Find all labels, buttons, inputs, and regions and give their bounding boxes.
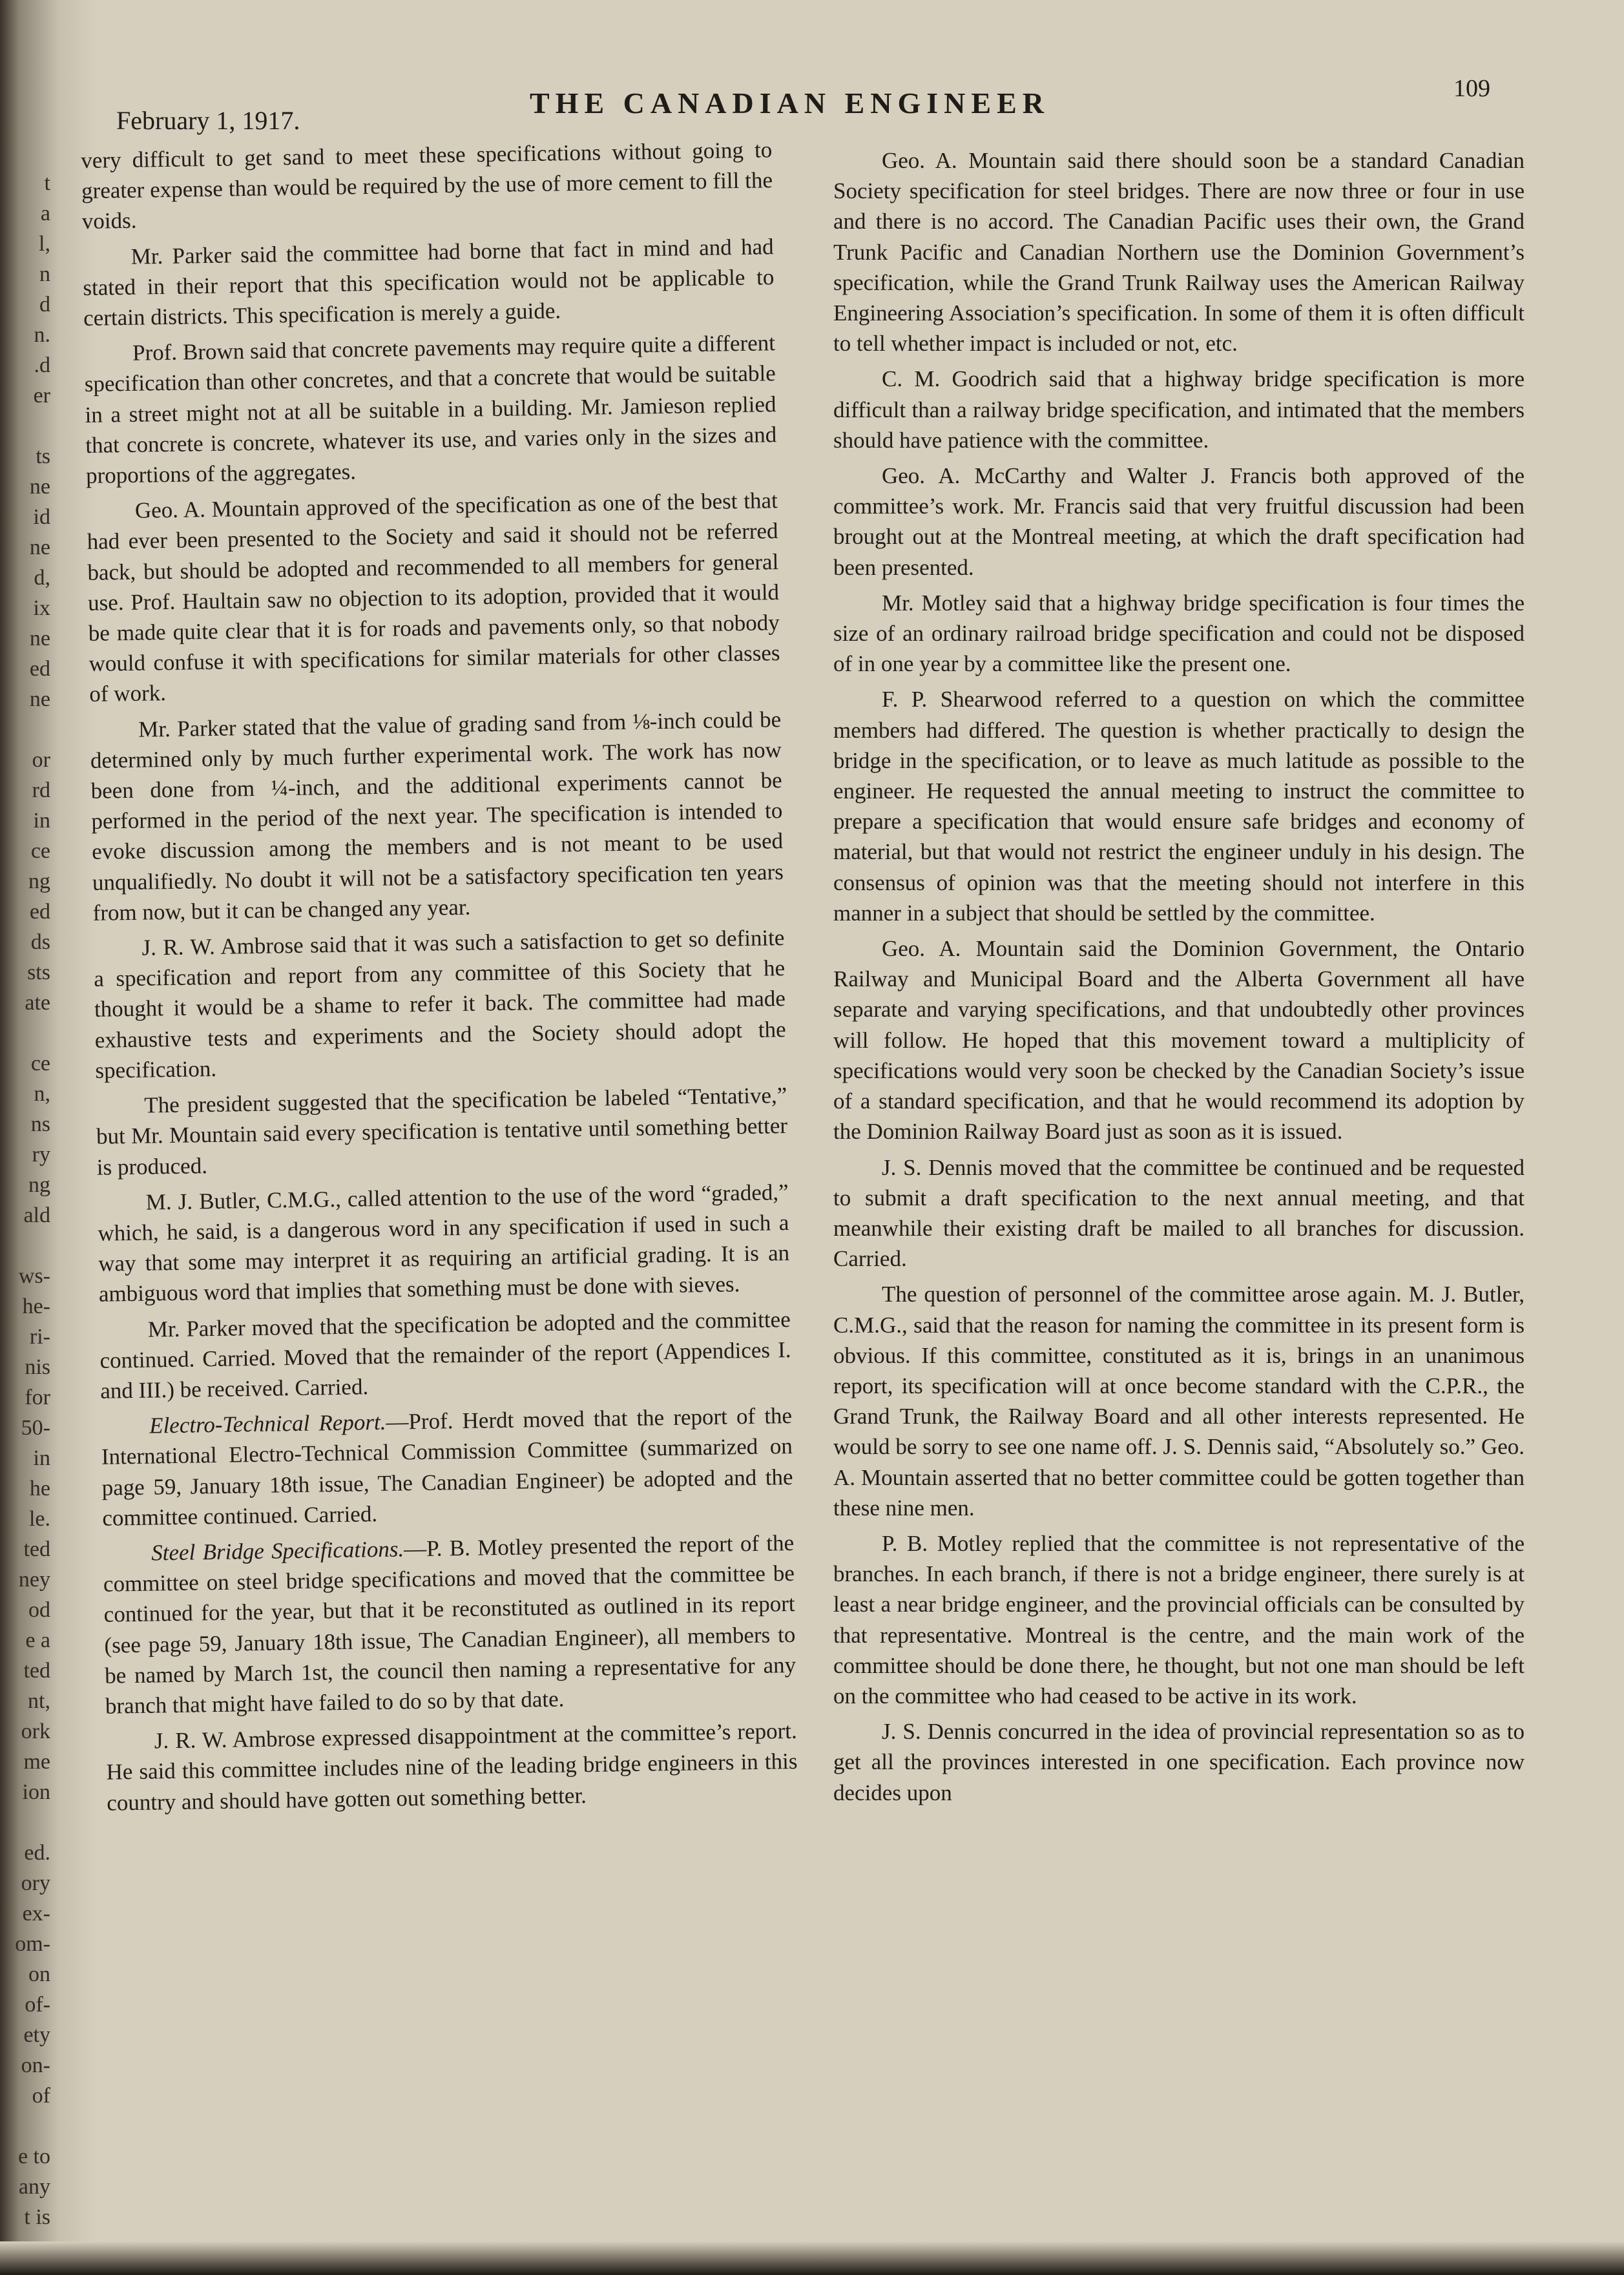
page-number: 109 <box>1453 75 1490 102</box>
paragraph-text: very difficult to get sand to meet these specifications without going to greater expense than would be required by the use of more cement to fill the voids. <box>81 137 773 234</box>
paragraph <box>93 922 787 1086</box>
paragraph <box>82 231 775 333</box>
paragraph: The question of personnel of the committee arose again. M. J. Butler, C.M.G., said that the reason for naming the committee in its present form is obvious. If this committee, constituted as it is, brings in an unanimous report, its specification will at once become standard with the C.P.R., the Grand Trunk, the Railway Board and all other interests represented. He would be sorry to see one name off. J. S. Dennis said, “Absolutely so.” Geo. A. Mountain asserted that no better committee could be gotten together than these nine men. <box>833 1282 1525 1521</box>
edge-fragment <box>0 1231 53 1261</box>
paragraph: Mr. Motley said that a highway bridge specification is four times the size of an ordinary railroad bridge specification and could not be disposed of in one year by a committee like the present one. <box>833 590 1525 677</box>
edge-fragment: nt, <box>28 1689 50 1713</box>
edge-fragment: ce <box>30 1052 50 1075</box>
edge-fragment: t is <box>24 2205 50 2229</box>
paragraph <box>101 1400 794 1533</box>
paragraph-text: —Prof. Herdt moved that the report of the International Electro-Technical Commission Committee (summarized on page 59, January 18th issue, The Canadian Engineer) be adopted and the committee continued. Carried. <box>101 1403 793 1531</box>
paragraph <box>84 327 778 491</box>
edge-fragment: on- <box>21 2053 50 2077</box>
edge-fragment: ws- <box>18 1264 50 1288</box>
edge-fragment: id <box>33 505 50 529</box>
paragraph: Geo. A. McCarthy and Walter J. Francis both approved of the committee’s work. Mr. Francis said that very fruitful discussion had been brought out at the Montreal meeting, at which the draft specification had been presented. <box>833 463 1525 580</box>
paragraph-text: J. R. W. Ambrose expressed disappointment at the committee’s report. He said this committee includes nine of the leading bridge engineers in this country and should have gotten out something better. <box>106 1718 798 1816</box>
paragraph-text: —P. B. Motley presented the report of the committee on steel bridge specifications and moved that the committee be continued for the year, but that it be reconstituted as outlined in its report (see page 59, January 18th issue, The Canadian Engineer), all members to be named by March 1st, the council then naming a representative for any branch that might have failed to do so by that date. <box>103 1530 796 1719</box>
paragraph-text: Mr. Parker said the committee had borne that fact in mind and had stated in their report that this specification would not be applicable to certain districts. This specification is merely a guide. <box>83 233 775 331</box>
edge-fragment: ted <box>23 1659 50 1683</box>
paragraph: F. P. Shearwood referred to a question on which the committee members had differed. The question is whether practically to design the bridge in the specification, or to leave as much latitude as possible to the engineer. He requested the annual meeting to instruct the committee to prepare a specification that would ensure safe bridges and economy of material, but that would not restrict the engineer unduly in his design. The consensus of opinion was that the meeting should not interfere in this manner in a subject that should be settled by the committee. <box>833 687 1525 926</box>
edge-fragment: n. <box>34 323 50 347</box>
edge-fragment: or <box>32 748 50 772</box>
edge-fragment: n, <box>34 1082 50 1106</box>
edge-fragment: od <box>28 1598 50 1622</box>
edge-fragment: om- <box>15 1932 50 1956</box>
edge-fragment: le. <box>28 1507 50 1531</box>
edge-fragment: ed <box>29 657 50 681</box>
paragraph: C. M. Goodrich said that a highway bridge specification is more difficult than a railway bridge specification, and intimated that the members should have patience with the committee. <box>833 366 1525 453</box>
edge-fragment: 50- <box>21 1416 50 1440</box>
header-date: February 1, 1917. <box>116 106 300 135</box>
edge-fragment: in <box>33 809 50 833</box>
edge-fragment: me <box>23 1750 50 1774</box>
paragraph <box>97 1177 790 1310</box>
right-column <box>833 145 1525 1813</box>
edge-fragment: ted <box>23 1537 50 1561</box>
paragraph: Geo. A. Mountain said the Dominion Government, the Ontario Railway and Municipal Board and the Alberta Government all have separate and varying specifications, and that undoubtedly other provinces will follow. He hoped that this movement toward a multiplicity of specifications would very soon be checked by the Canadian Society’s issue of a standard specification, and that he would recommend its adoption by the Dominion Railway Board just as soon as it is issued. <box>833 936 1525 1145</box>
edge-fragment: ald <box>23 1203 50 1227</box>
section-heading: Electro-Technical Report. <box>149 1409 386 1439</box>
edge-fragment <box>0 714 53 745</box>
edge-fragment: of- <box>25 1993 50 2017</box>
paragraph <box>81 134 773 236</box>
edge-fragment <box>0 411 53 441</box>
edge-fragment <box>0 1807 53 1838</box>
paragraph-text: Mr. Parker stated that the value of grading sand from ⅛-inch could be determined only by much further experimental work. The work has now been done from ¼-inch, and the additional experiments cannot be performed in the period of the next year. The specification is intended to evoke discussion among the members and is not meant to be used unqualifiedly. No doubt it will not be a satisfactory specification ten years from now, but it can be changed any year. <box>90 706 784 926</box>
edge-fragment <box>0 2111 53 2141</box>
edge-fragment: ri- <box>29 1325 50 1349</box>
paragraph <box>90 704 784 928</box>
edge-fragment: ng <box>28 869 50 893</box>
edge-fragment: d, <box>34 566 50 590</box>
edge-fragment: for <box>25 1386 50 1409</box>
edge-fragment: ork <box>21 1719 50 1743</box>
paragraph: J. S. Dennis moved that the committee be continued and be requested to submit a draft specification to the next annual meeting, and that meanwhile their existing draft be mailed to all branches for discussion. Carried. <box>833 1154 1525 1272</box>
edge-fragment: ry <box>32 1143 50 1167</box>
edge-fragment: ns <box>30 1112 50 1136</box>
edge-fragment <box>0 1018 53 1048</box>
paragraph <box>87 485 781 709</box>
edge-fragment: ng <box>28 1173 50 1197</box>
edge-fragment: ney <box>18 1568 50 1592</box>
section-heading: Steel Bridge Specifications. <box>151 1536 404 1566</box>
edge-fragment: ety <box>23 2023 50 2047</box>
paragraph <box>103 1528 796 1721</box>
bottom-page-edge <box>0 2241 1624 2275</box>
edge-fragment: in <box>33 1446 50 1470</box>
edge-fragment: ts <box>36 444 50 468</box>
left-column <box>81 134 798 1823</box>
edge-fragment: d <box>39 293 50 317</box>
edge-fragment: he <box>29 1477 50 1501</box>
edge-fragment: ne <box>29 475 50 499</box>
journal-title: THE CANADIAN ENGINEER <box>530 87 1050 119</box>
paragraph: Geo. A. Mountain said there should soon be a standard Canadian Society specification for steel bridges. There are now three or four in use and there is no accord. The Canadian Pacific uses their own, the Grand Trunk Pacific and Canadian Northern use the Dominion Government’s specification, while the Grand Trunk Railway uses the American Railway Engineering Association’s specification. In some of them it is often difficult to tell whether impact is included or not, etc. <box>833 148 1525 357</box>
paragraph-text: J. R. W. Ambrose said that it was such a satisfaction to get so definite a specification and report from any committee of this Society that he thought it would be a shame to refer it back. The committee had made exhaustive tests and experiments and the Society should adopt the specification. <box>93 925 786 1083</box>
edge-fragment: of <box>32 2084 50 2108</box>
paragraph: J. S. Dennis concurred in the idea of provincial representation so as to get all the provinces interested in one specification. Each province now decides upon <box>833 1719 1525 1805</box>
paragraph <box>105 1716 798 1818</box>
edge-fragment: ne <box>29 687 50 711</box>
edge-fragment: on <box>28 1962 50 1986</box>
edge-fragment: e a <box>25 1628 50 1652</box>
edge-fragment: e to <box>17 2145 50 2168</box>
paragraph <box>96 1080 788 1182</box>
paragraph-text: Prof. Brown said that concrete pavements may require quite a different specification than other concretes, and that a concrete that would be suitable in a street might not at all be suitable in a building. Mr. Jamieson replied that concrete is concrete, whatever its use, and varies only in the sizes and proportions of the aggregates. <box>84 330 777 488</box>
edge-fragment: .d <box>34 353 50 377</box>
edge-fragment: he- <box>22 1294 50 1318</box>
paragraph: P. B. Motley replied that the committee is not representative of the branches. In each branch, if there is not a bridge engineer, there surely is at least a near bridge engineer, and the provincial officials can be consulted by that representative. Montreal is the centre, and the main work of the committee should be done there, he thought, but not one man should be left on the committee who had ceased to be active in its work. <box>833 1530 1525 1709</box>
edge-fragment: ce <box>30 839 50 863</box>
paragraph-text: Geo. A. Mountain approved of the specification as one of the best that had ever been presented to the Society and said it should not be referred back, but should be adopted and recommended to all members for general use. Prof. Haultain saw no objection to its adoption, provided that it would be made quite clear that it is for roads and pavements only, so that nobody would confuse it with specifications for similar materials for other classes of work. <box>87 488 780 707</box>
paragraph-text: The president suggested that the specification be labeled “Tentative,” but Mr. Mountain said every specification is tentative until something better is produced. <box>96 1083 788 1180</box>
paragraph <box>99 1304 791 1406</box>
edge-fragment: ex- <box>22 1902 50 1926</box>
edge-fragment: t <box>44 171 50 195</box>
edge-fragment: any <box>18 2175 50 2199</box>
previous-page-edge <box>0 168 53 2229</box>
edge-fragment: ds <box>30 930 50 954</box>
edge-fragment: er <box>33 384 50 408</box>
edge-fragment: rd <box>32 778 50 802</box>
edge-fragment: ed <box>29 900 50 924</box>
edge-fragment: ix <box>33 596 50 620</box>
paragraph-text: Mr. Parker moved that the specification be adopted and the committee continued. Carried. Moved that the remainder of the report (Appendices I. and III.) be received. Carried. <box>99 1306 791 1404</box>
edge-fragment: l, <box>39 232 50 256</box>
edge-fragment: n <box>39 262 50 286</box>
edge-fragment: a <box>40 202 50 225</box>
edge-fragment: ion <box>22 1780 50 1804</box>
edge-fragment: ate <box>25 991 50 1015</box>
edge-fragment: sts <box>27 961 50 984</box>
edge-fragment: nis <box>25 1355 50 1379</box>
paragraph-text: M. J. Butler, C.M.G., called attention to the use of the word “graded,” which, he said, is a dangerous word in any specification if used in such a way that some may interpret it as requiring an artificial grading. It is an ambiguous word that implies that something must be done with sieves. <box>98 1179 790 1307</box>
edge-fragment: ne <box>29 535 50 559</box>
edge-fragment: ed. <box>24 1841 50 1865</box>
edge-fragment: ory <box>21 1871 50 1895</box>
page-header <box>116 74 1550 139</box>
edge-fragment: ne <box>29 627 50 650</box>
